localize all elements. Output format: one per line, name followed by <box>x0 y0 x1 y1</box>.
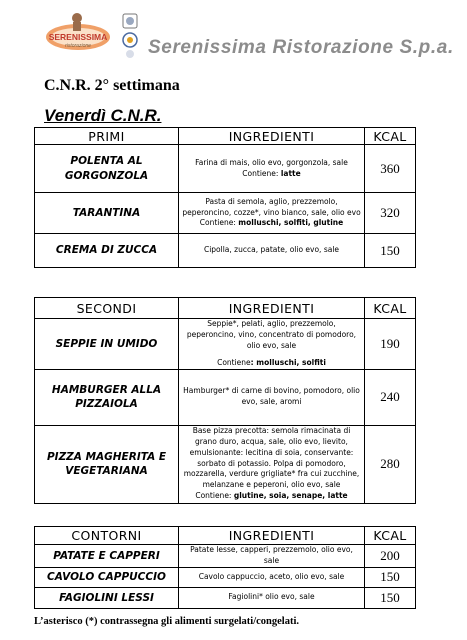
kcal-value: 150 <box>365 587 416 608</box>
column-header-kcal: KCAL <box>365 128 416 145</box>
allergens: molluschi, solfiti, glutine <box>238 218 344 228</box>
allergens: : molluschi, solfiti <box>250 357 326 367</box>
dish-ingredients: Cipolla, zucca, patate, olio evo, sale <box>179 234 365 268</box>
table-header-row <box>35 527 416 545</box>
table-row <box>35 234 416 268</box>
table-row <box>35 145 416 193</box>
table-header-row <box>35 298 416 319</box>
column-header-ingredients: INGREDIENTI <box>179 298 365 319</box>
svg-text:ristorazione: ristorazione <box>65 43 91 49</box>
week-title: C.N.R. 2° settimana <box>44 77 180 94</box>
day-title: Venerdì C.N.R. <box>44 106 162 125</box>
dish-name: SEPPIE IN UMIDO <box>35 319 179 370</box>
table-row <box>35 567 416 587</box>
allergens-line: Contiene: molluschi, solfiti <box>217 357 326 367</box>
allergens: latte <box>280 168 301 178</box>
allergens-line: Contiene: glutine, soia, senape, latte <box>195 491 348 501</box>
kcal-value: 200 <box>365 545 416 568</box>
dish-ingredients: Base pizza precotta: semola rimacinata di grano duro, acqua, sale, olio evo, lievito, emulsionante: lecitina di soia, conservante: sorbato di potassio. Polpa di pomodoro, mozzarella, verdure grigliate* fra cui zucchine, melanzane e peperoni, olio evo, sale Contiene: glutine, soia, senape, latte <box>179 425 365 503</box>
kcal-value: 360 <box>365 145 416 193</box>
secondi-table <box>34 297 416 504</box>
primi-table <box>34 127 416 268</box>
table-row <box>35 193 416 234</box>
column-header-category: SECONDI <box>35 298 179 319</box>
table-header-row <box>35 128 416 145</box>
column-header-category: PRIMI <box>35 128 179 145</box>
dish-name: CREMA DI ZUCCA <box>35 234 179 268</box>
table-row <box>35 369 416 425</box>
table-row <box>35 545 416 568</box>
column-header-category: CONTORNI <box>35 527 179 545</box>
dish-ingredients: Farina di mais, olio evo, gorgonzola, sale Contiene: latte <box>179 145 365 193</box>
company-logo <box>44 10 142 60</box>
dish-ingredients: Hamburger* di carne di bovino, pomodoro, olio evo, sale, aromi <box>179 369 365 425</box>
dish-name: FAGIOLINI LESSI <box>35 587 179 608</box>
column-header-kcal: KCAL <box>365 298 416 319</box>
column-header-ingredients: INGREDIENTI <box>179 128 365 145</box>
svg-text:SERENISSIMA: SERENISSIMA <box>48 32 108 42</box>
dish-ingredients: Fagiolini* olio evo, sale <box>179 587 365 608</box>
column-header-kcal: KCAL <box>365 527 416 545</box>
table-row <box>35 319 416 370</box>
kcal-value: 150 <box>365 234 416 268</box>
allergens: glutine, soia, senape, latte <box>233 491 348 501</box>
kcal-value: 190 <box>365 319 416 370</box>
table-row <box>35 587 416 608</box>
contorni-table <box>34 526 416 609</box>
allergens-line: Contiene: molluschi, solfiti, glutine <box>199 218 344 228</box>
dish-name: TARANTINA <box>35 193 179 234</box>
dish-ingredients: Pasta di semola, aglio, prezzemolo, peperoncino, cozze*, vino bianco, sale, olio evo Contiene: molluschi, solfiti, glutine <box>179 193 365 234</box>
company-name: Serenissima Ristorazione S.p.a. <box>148 37 454 58</box>
column-header-ingredients: INGREDIENTI <box>179 527 365 545</box>
kcal-value: 320 <box>365 193 416 234</box>
dish-name: PIZZA MAGHERITA E VEGETARIANA <box>35 425 179 503</box>
kcal-value: 280 <box>365 425 416 503</box>
footnote: L’asterisco (*) contrassegna gli alimenti surgelati/congelati. <box>34 616 299 627</box>
dish-name: POLENTA AL GORGONZOLA <box>35 145 179 193</box>
table-row <box>35 425 416 503</box>
dish-name: HAMBURGER ALLA PIZZAIOLA <box>35 369 179 425</box>
kcal-value: 240 <box>365 369 416 425</box>
kcal-value: 150 <box>365 567 416 587</box>
dish-name: CAVOLO CAPPUCCIO <box>35 567 179 587</box>
dish-ingredients: Seppie*, pelati, aglio, prezzemolo, peperoncino, vino, concentrato di pomodoro, olio evo, sale Contiene: molluschi, solfiti <box>179 319 365 370</box>
dish-ingredients: Patate lesse, capperi, prezzemolo, olio evo, sale <box>179 545 365 568</box>
dish-name: PATATE E CAPPERI <box>35 545 179 568</box>
allergens-line: Contiene: latte <box>242 168 301 178</box>
dish-ingredients: Cavolo cappuccio, aceto, olio evo, sale <box>179 567 365 587</box>
